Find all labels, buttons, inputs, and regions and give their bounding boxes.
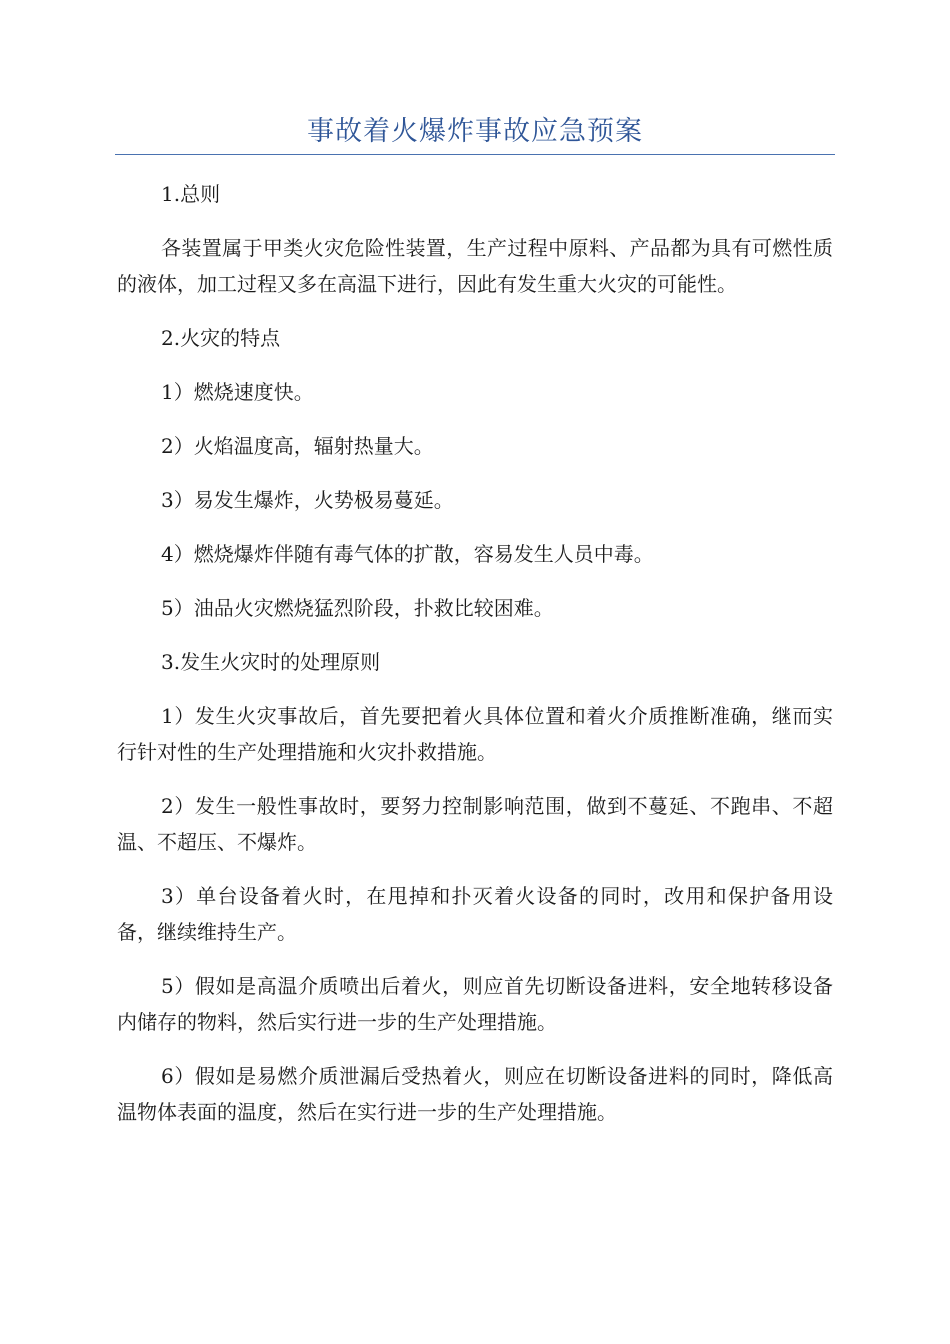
section-heading-fire-features: 2.火灾的特点 [161,326,281,350]
list-item-principle-2: 2）发生一般性事故时，要努力控制影响范围，做到不蔓延、不跑串、不超温、不超压、不爆炸。 [117,794,833,854]
title-underline [115,154,835,155]
list-item-principle-3: 3）单台设备着火时，在甩掉和扑灭着火设备的同时，改用和保护备用设备，继续维持生产。 [117,884,833,944]
document-body [117,176,833,1130]
list-item-principle-5: 5）假如是高温介质喷出后着火，则应首先切断设备进料，安全地转移设备内储存的物料，然后实行进一步的生产处理措施。 [117,974,833,1034]
list-item-feature-3: 3）易发生爆炸，火势极易蔓延。 [161,488,454,512]
paragraph-general: 各装置属于甲类火灾危险性装置，生产过程中原料、产品都为具有可燃性质的液体，加工过程又多在高温下进行，因此有发生重大火灾的可能性。 [117,236,833,296]
list-item-feature-1: 1）燃烧速度快。 [161,380,314,404]
list-item-principle-1: 1）发生火灾事故后，首先要把着火具体位置和着火介质推断准确，继而实行针对性的生产处理措施和火灾扑救措施。 [117,704,833,764]
section-heading-principles: 3.发生火灾时的处理原则 [161,650,381,674]
list-item-feature-4: 4）燃烧爆炸伴随有毒气体的扩散，容易发生人员中毒。 [161,542,654,566]
list-item-feature-2: 2）火焰温度高，辐射热量大。 [161,434,434,458]
document-title: 事故着火爆炸事故应急预案 [307,116,643,147]
list-item-principle-6: 6）假如是易燃介质泄漏后受热着火，则应在切断设备进料的同时，降低高温物体表面的温度，然后在实行进一步的生产处理措施。 [117,1064,833,1124]
list-item-feature-5: 5）油品火灾燃烧猛烈阶段，扑救比较困难。 [161,596,554,620]
section-heading-general: 1.总则 [161,182,221,206]
